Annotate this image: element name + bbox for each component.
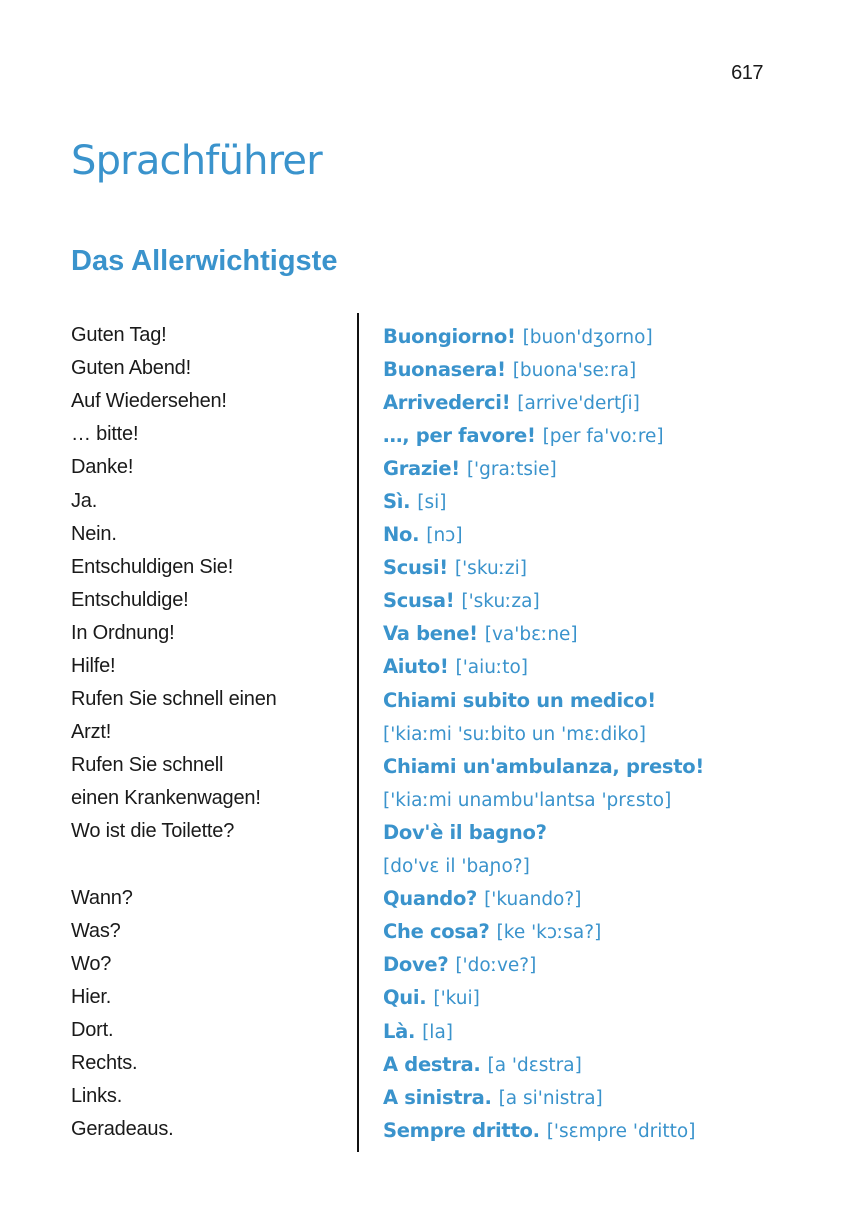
- german-phrase: Geradeaus.: [71, 1118, 174, 1141]
- italian-phrase: Dov'è il bagno?: [383, 820, 547, 844]
- italian-translation: [383, 324, 653, 348]
- phrase-row: [71, 352, 771, 385]
- section-title: Das Allerwichtigste: [71, 245, 338, 277]
- german-phrase: Wann?: [71, 886, 133, 909]
- italian-translation: [383, 1085, 603, 1109]
- phrase-row: [71, 1080, 771, 1113]
- italian-translation: [383, 952, 536, 976]
- phrase-row: [71, 815, 771, 848]
- italian-phrase: Buongiorno!: [383, 324, 516, 348]
- ipa-pronunciation: ['kiaːmi 'suːbito un 'mɛːdiko]: [383, 723, 646, 745]
- phrase-row: [71, 1047, 771, 1080]
- ipa-pronunciation: [arrive'dertʃi]: [517, 392, 640, 414]
- german-phrase: Hilfe!: [71, 654, 116, 677]
- italian-phrase: No.: [383, 523, 420, 547]
- ipa-pronunciation: [per fa'voːre]: [542, 425, 664, 447]
- italian-translation: [383, 522, 463, 546]
- italian-translation: [383, 621, 578, 645]
- phrase-table: [71, 319, 771, 1146]
- german-phrase: Hier.: [71, 985, 112, 1008]
- italian-translation: [383, 787, 671, 811]
- italian-translation: [383, 919, 601, 943]
- phrase-row: [71, 849, 771, 882]
- phrase-row: [71, 484, 771, 517]
- german-phrase: Arzt!: [71, 721, 112, 744]
- ipa-pronunciation: [buon'dʒorno]: [522, 326, 653, 348]
- ipa-pronunciation: [buona'seːra]: [512, 359, 637, 381]
- italian-translation: [383, 754, 704, 778]
- phrase-row: [71, 385, 771, 418]
- ipa-pronunciation: [si]: [417, 492, 447, 514]
- phrase-row: [71, 1113, 771, 1146]
- phrase-row: [71, 551, 771, 584]
- phrase-row: [71, 882, 771, 915]
- german-phrase: Danke!: [71, 456, 134, 479]
- ipa-pronunciation: [la]: [422, 1021, 454, 1043]
- german-phrase: In Ordnung!: [71, 621, 175, 644]
- italian-translation: [383, 456, 557, 480]
- italian-phrase: Sì.: [383, 490, 411, 514]
- italian-phrase: Quando?: [383, 887, 478, 911]
- german-phrase: Auf Wiedersehen!: [71, 390, 227, 413]
- phrase-row: [71, 451, 771, 484]
- italian-phrase: Arrivederci!: [383, 390, 511, 414]
- italian-phrase: …, per favore!: [383, 423, 536, 447]
- german-phrase: Was?: [71, 919, 121, 942]
- german-phrase: Rufen Sie schnell einen: [71, 688, 277, 711]
- italian-phrase: Chiami un'ambulanza, presto!: [383, 754, 704, 778]
- german-phrase: Rechts.: [71, 1052, 138, 1075]
- german-phrase: Ja.: [71, 489, 98, 512]
- german-phrase: Guten Tag!: [71, 324, 167, 347]
- phrase-row: [71, 319, 771, 352]
- german-phrase: … bitte!: [71, 423, 139, 446]
- italian-phrase: Là.: [383, 1019, 416, 1043]
- italian-phrase: A sinistra.: [383, 1085, 492, 1109]
- german-phrase: Wo ist die Toilette?: [71, 820, 235, 843]
- italian-phrase: Qui.: [383, 986, 427, 1010]
- italian-phrase: Scusa!: [383, 589, 455, 613]
- german-phrase: Entschuldigen Sie!: [71, 555, 234, 578]
- german-phrase: Guten Abend!: [71, 357, 191, 380]
- ipa-pronunciation: ['kiaːmi unambu'lantsa 'prɛsto]: [383, 789, 672, 811]
- phrase-row: [71, 948, 771, 981]
- italian-phrase: Scusi!: [383, 556, 448, 580]
- italian-translation: [383, 588, 540, 612]
- italian-phrase: Buonasera!: [383, 357, 506, 381]
- ipa-pronunciation: ['kuando?]: [484, 889, 582, 911]
- german-phrase: Entschuldige!: [71, 588, 189, 611]
- italian-phrase: Va bene!: [383, 622, 478, 646]
- german-phrase: Rufen Sie schnell: [71, 754, 224, 777]
- ipa-pronunciation: [va'bɛːne]: [484, 624, 578, 646]
- phrase-row: [71, 782, 771, 815]
- page-number: 617: [731, 62, 763, 84]
- phrase-row: [71, 418, 771, 451]
- ipa-pronunciation: ['graːtsie]: [466, 458, 557, 480]
- italian-phrase: Che cosa?: [383, 920, 490, 944]
- german-phrase: einen Krankenwagen!: [71, 787, 261, 810]
- phrase-row: [71, 650, 771, 683]
- ipa-pronunciation: [do'vɛ il 'baɲo?]: [383, 856, 530, 878]
- ipa-pronunciation: [ke 'kɔːsa?]: [496, 922, 602, 944]
- phrase-row: [71, 915, 771, 948]
- page-title: Sprachführer: [71, 138, 322, 184]
- italian-translation: [383, 357, 636, 381]
- german-phrase: Links.: [71, 1085, 123, 1108]
- italian-translation: [383, 1118, 695, 1142]
- italian-translation: [383, 390, 640, 414]
- italian-translation: [383, 489, 446, 513]
- ipa-pronunciation: ['aiuːto]: [455, 657, 529, 679]
- italian-phrase: Chiami subito un medico!: [383, 688, 656, 712]
- italian-phrase: Sempre dritto.: [383, 1118, 540, 1142]
- phrase-row: [71, 584, 771, 617]
- italian-translation: [383, 654, 528, 678]
- italian-phrase: Grazie!: [383, 456, 460, 480]
- italian-phrase: Dove?: [383, 953, 449, 977]
- italian-translation: [383, 1019, 453, 1043]
- italian-translation: [383, 1052, 582, 1076]
- italian-translation: [383, 423, 664, 447]
- italian-translation: [383, 886, 581, 910]
- ipa-pronunciation: ['kui]: [433, 988, 480, 1010]
- italian-translation: [383, 820, 547, 844]
- italian-phrase: Aiuto!: [383, 655, 449, 679]
- italian-translation: [383, 555, 527, 579]
- ipa-pronunciation: [a si'nistra]: [498, 1087, 603, 1109]
- phrase-row: [71, 683, 771, 716]
- phrase-row: [71, 749, 771, 782]
- phrase-row: [71, 1014, 771, 1047]
- ipa-pronunciation: ['doːve?]: [455, 955, 537, 977]
- italian-phrase: A destra.: [383, 1052, 481, 1076]
- italian-translation: [383, 721, 646, 745]
- phrase-row: [71, 617, 771, 650]
- ipa-pronunciation: [a 'dɛstra]: [487, 1054, 582, 1076]
- italian-translation: [383, 688, 656, 712]
- ipa-pronunciation: [nɔ]: [426, 525, 463, 547]
- german-phrase: Nein.: [71, 522, 117, 545]
- phrase-row: [71, 518, 771, 551]
- italian-translation: [383, 853, 530, 877]
- ipa-pronunciation: ['skuːzi]: [454, 558, 527, 580]
- ipa-pronunciation: ['skuːza]: [461, 591, 540, 613]
- german-phrase: Dort.: [71, 1019, 114, 1042]
- ipa-pronunciation: ['sɛmpre 'dritto]: [546, 1120, 696, 1142]
- phrase-row: [71, 716, 771, 749]
- german-phrase: Wo?: [71, 952, 112, 975]
- phrase-row: [71, 981, 771, 1014]
- italian-translation: [383, 985, 480, 1009]
